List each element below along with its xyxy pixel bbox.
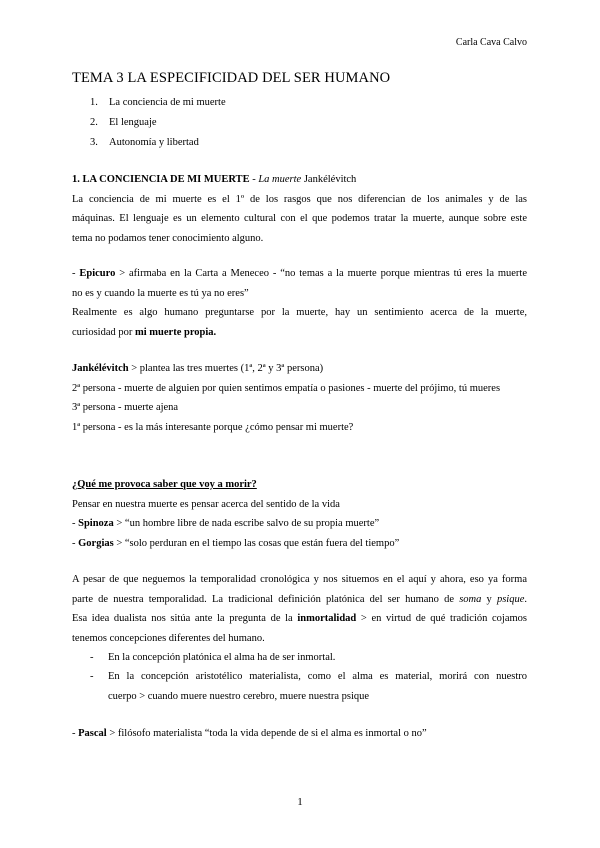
page-title: TEMA 3 LA ESPECIFICIDAD DEL SER HUMANO <box>72 70 391 86</box>
jankelevitch-paragraph <box>72 359 527 437</box>
quote-line: - Spinoza > “un hombre libre de nada escribe salvo de su propia muerte” <box>72 518 380 529</box>
toc-item <box>90 133 226 153</box>
toc-label: El lenguaje <box>109 117 157 128</box>
page-number: 1 <box>297 796 303 808</box>
header-author: Carla Cava Calvo <box>455 37 527 48</box>
paragraph-line: Pensar en nuestra muerte es pensar acerca del sentido de la vida <box>72 498 340 510</box>
quote-line: - Gorgias > “solo perduran en el tiempo las cosas que están fuera del tiempo” <box>72 537 400 549</box>
paragraph-line: no es y cuando la muerte es tú ya no eres” <box>72 287 249 299</box>
list-item <box>90 648 527 668</box>
paragraph-line: 3ª persona - muerte ajena <box>72 402 179 413</box>
paragraph-line: A pesar de que neguemos la temporalidad cronológica y nos situemos en el aquí y ahora, eso ya forma <box>72 574 527 585</box>
list-bullet: - <box>90 652 94 663</box>
question-paragraph <box>72 475 527 553</box>
paragraph-line: La conciencia de mi muerte es el 1º de los rasgos que nos diferencian de los animales y de las <box>72 193 527 205</box>
toc-number: 2. <box>90 117 98 128</box>
epicuro-paragraph <box>72 264 527 342</box>
paragraph-line: Jankélévitch > plantea las tres muertes (1ª, 2ª y 3ª persona) <box>72 363 324 374</box>
toc-number: 1. <box>90 97 98 108</box>
paragraph-line: máquinas. El lenguaje es un elemento cultural con el que podemos tratar la muerte, aunque sobre este <box>72 213 527 224</box>
section-conciencia <box>72 170 527 248</box>
temporal-paragraph <box>72 570 527 648</box>
paragraph-line: curiosidad por mi muerte propia. <box>72 326 217 338</box>
section-heading: 1. LA CONCIENCIA DE MI MUERTE - La muerte Jankélévitch <box>72 174 357 185</box>
paragraph-line: tema no podamos tener conocimiento alguno. <box>72 232 264 244</box>
list-item-line: En la concepción aristotélico materialista, como el alma es material, morirá con nuestro <box>108 671 527 682</box>
paragraph-line: 2ª persona - muerte de alguien por quien sentimos empatía o pasiones - muerte del prójimo, tú mueres <box>72 382 501 394</box>
paragraph-line: - Pascal > filósofo materialista “toda la vida depende de si el alma es inmortal o no” <box>72 728 427 739</box>
toc-item <box>90 93 226 113</box>
pascal-paragraph <box>72 724 527 744</box>
toc-item <box>90 113 226 133</box>
list-item-line: cuerpo > cuando muere nuestro cerebro, muere nuestra psique <box>108 690 370 702</box>
paragraph-line: 1ª persona - es la más interesante porque ¿cómo pensar mi muerte? <box>72 421 354 433</box>
question-heading: ¿Qué me provoca saber que voy a morir? <box>72 479 257 490</box>
paragraph-line: - Epicuro > afirmaba en la Carta a Meneceo - “no temas a la muerte porque mientras tú eres la muerte <box>72 268 527 279</box>
toc-label: Autonomía y libertad <box>109 137 199 148</box>
list-bullet: - <box>90 671 94 682</box>
paragraph-line: Realmente es algo humano preguntarse por la muerte, hay un sentimiento acerca de la muerte, <box>72 307 527 318</box>
paragraph-line: tenemos concepciones diferentes del humano. <box>72 632 265 644</box>
list-item <box>90 667 527 706</box>
toc-number: 3. <box>90 137 98 148</box>
list-item-line: En la concepción platónica el alma ha de ser inmortal. <box>108 652 336 663</box>
table-of-contents <box>90 93 226 153</box>
paragraph-line: parte de nuestra temporalidad. La tradicional definición platónica del ser humano de soma y psique. <box>72 593 527 605</box>
toc-label: La conciencia de mi muerte <box>109 97 226 108</box>
paragraph-line: Esa idea dualista nos sitúa ante la pregunta de la inmortalidad > en virtud de qué tradición cojamos <box>72 613 527 624</box>
